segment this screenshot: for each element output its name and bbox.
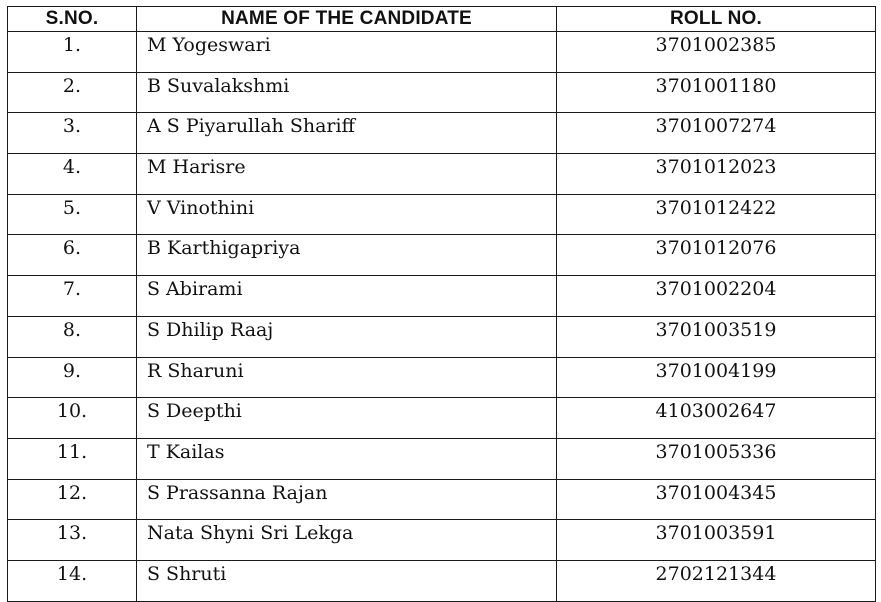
row-sno: 13.	[8, 520, 137, 561]
table-row	[8, 479, 876, 520]
row-name: S Deepthi	[137, 398, 557, 439]
row-name: S Abirami	[137, 276, 557, 317]
row-sno: 1.	[8, 32, 137, 73]
row-sno: 7.	[8, 276, 137, 317]
table-body	[8, 32, 876, 602]
row-roll-no: 3701003591	[557, 520, 876, 561]
table-row	[8, 235, 876, 276]
row-name: S Shruti	[137, 560, 557, 601]
row-sno: 8.	[8, 316, 137, 357]
table-row	[8, 398, 876, 439]
row-name: A S Piyarullah Shariff	[137, 113, 557, 154]
row-roll-no: 3701012422	[557, 194, 876, 235]
row-name: V Vinothini	[137, 194, 557, 235]
row-name: S Prassanna Rajan	[137, 479, 557, 520]
row-name: S Dhilip Raaj	[137, 316, 557, 357]
row-name: B Karthigapriya	[137, 235, 557, 276]
row-roll-no: 3701012076	[557, 235, 876, 276]
header-name: NAME OF THE CANDIDATE	[137, 7, 557, 32]
table-header	[8, 7, 876, 32]
row-roll-no: 3701007274	[557, 113, 876, 154]
row-name: B Suvalakshmi	[137, 72, 557, 113]
row-roll-no: 3701004199	[557, 357, 876, 398]
row-sno: 12.	[8, 479, 137, 520]
row-name: R Sharuni	[137, 357, 557, 398]
row-sno: 6.	[8, 235, 137, 276]
table-row	[8, 194, 876, 235]
table-row	[8, 438, 876, 479]
row-sno: 11.	[8, 438, 137, 479]
header-row	[8, 7, 876, 32]
table-row	[8, 276, 876, 317]
row-roll-no: 2702121344	[557, 560, 876, 601]
row-sno: 5.	[8, 194, 137, 235]
row-sno: 4.	[8, 154, 137, 195]
candidate-list	[7, 6, 876, 602]
table-row	[8, 316, 876, 357]
row-roll-no: 3701002204	[557, 276, 876, 317]
row-name: M Harisre	[137, 154, 557, 195]
row-roll-no: 4103002647	[557, 398, 876, 439]
header-roll-no: ROLL NO.	[557, 7, 876, 32]
table-row	[8, 520, 876, 561]
row-sno: 2.	[8, 72, 137, 113]
table-row	[8, 32, 876, 73]
row-roll-no: 3701004345	[557, 479, 876, 520]
table-row	[8, 357, 876, 398]
row-roll-no: 3701005336	[557, 438, 876, 479]
row-roll-no: 3701002385	[557, 32, 876, 73]
row-sno: 10.	[8, 398, 137, 439]
row-name: M Yogeswari	[137, 32, 557, 73]
row-name: Nata Shyni Sri Lekga	[137, 520, 557, 561]
row-roll-no: 3701001180	[557, 72, 876, 113]
row-sno: 3.	[8, 113, 137, 154]
candidate-table	[7, 6, 876, 602]
row-roll-no: 3701012023	[557, 154, 876, 195]
table-row	[8, 72, 876, 113]
row-sno: 14.	[8, 560, 137, 601]
table-row	[8, 154, 876, 195]
row-sno: 9.	[8, 357, 137, 398]
table-row	[8, 560, 876, 601]
row-roll-no: 3701003519	[557, 316, 876, 357]
table-row	[8, 113, 876, 154]
row-name: T Kailas	[137, 438, 557, 479]
header-sno: S.NO.	[8, 7, 137, 32]
